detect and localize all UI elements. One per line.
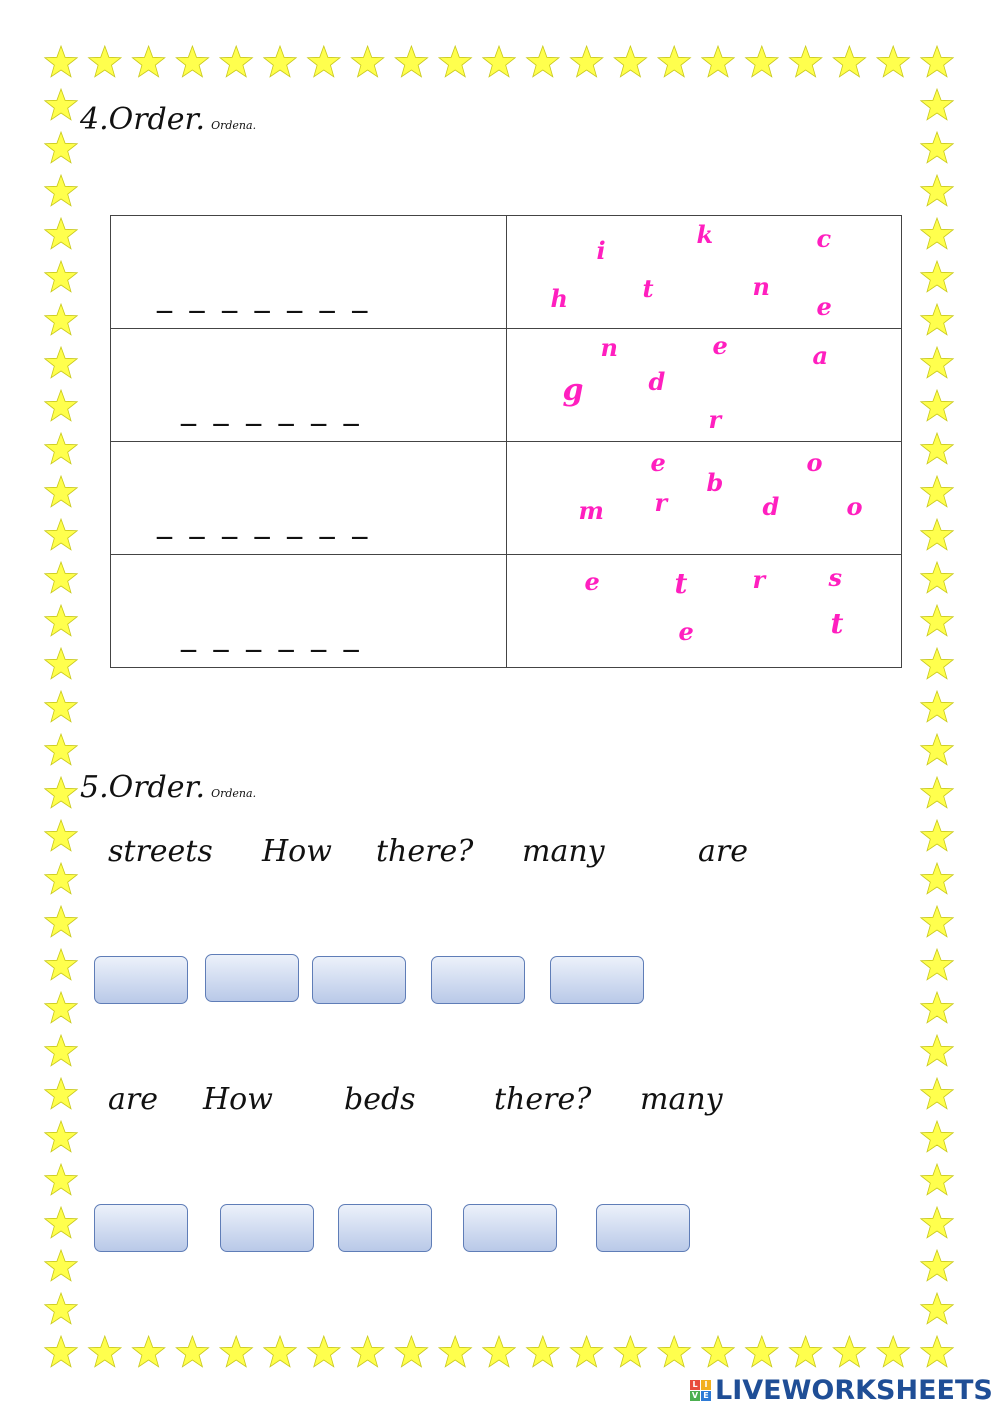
star-icon	[614, 46, 646, 77]
answer-box[interactable]	[550, 956, 644, 1004]
star-icon	[921, 992, 953, 1023]
star-icon	[789, 1336, 821, 1367]
star-icon	[921, 1336, 953, 1367]
scrambled-word[interactable]: there?	[376, 834, 474, 869]
star-icon	[45, 1207, 77, 1238]
section-4-heading	[80, 102, 256, 137]
scrambled-letter: o	[846, 492, 863, 521]
section-5-heading	[80, 770, 256, 805]
star-icon	[921, 261, 953, 292]
star-icon	[921, 949, 953, 980]
answer-box[interactable]	[205, 954, 299, 1002]
star-icon	[570, 46, 602, 77]
scrambled-letter: i	[596, 236, 606, 265]
scrambled-letter: t	[674, 567, 688, 600]
star-icon	[45, 347, 77, 378]
star-icon	[351, 46, 383, 77]
scrambled-letter: r	[654, 488, 668, 517]
star-icon	[439, 46, 471, 77]
star-icon	[702, 1336, 734, 1367]
section-4-title: 4.Order.	[80, 102, 206, 137]
word-scramble-table	[110, 215, 902, 668]
scrambled-word[interactable]: How	[262, 834, 332, 869]
scrambled-word[interactable]: are	[698, 834, 748, 869]
star-icon	[483, 46, 515, 77]
table-row	[111, 216, 902, 329]
table-row	[111, 329, 902, 442]
star-icon	[45, 1078, 77, 1109]
star-icon	[483, 1336, 515, 1367]
star-icon	[833, 1336, 865, 1367]
star-icon	[921, 304, 953, 335]
section-4-subtitle: Ordena.	[211, 119, 257, 132]
star-icon	[877, 46, 909, 77]
scrambled-letter: o	[806, 448, 823, 477]
answer-cell[interactable]	[111, 216, 507, 329]
star-icon	[921, 218, 953, 249]
star-icon	[132, 1336, 164, 1367]
scrambled-letter: a	[812, 341, 829, 370]
star-icon	[921, 1207, 953, 1238]
scrambled-word[interactable]: are	[108, 1082, 158, 1117]
answer-box[interactable]	[220, 1204, 314, 1252]
liveworksheets-logo[interactable]	[690, 1375, 993, 1406]
star-icon	[877, 1336, 909, 1367]
letters-cell	[506, 216, 902, 329]
answer-box[interactable]	[94, 956, 188, 1004]
star-icon	[921, 863, 953, 894]
star-icon	[921, 777, 953, 808]
star-icon	[176, 46, 208, 77]
star-icon	[351, 1336, 383, 1367]
star-icon	[921, 734, 953, 765]
star-icon	[45, 691, 77, 722]
star-icon	[89, 1336, 121, 1367]
star-icon	[921, 89, 953, 120]
scrambled-letter: g	[562, 373, 584, 408]
section-5-title: 5.Order.	[80, 770, 206, 805]
star-icon	[45, 1121, 77, 1152]
star-icon	[45, 1250, 77, 1281]
star-icon	[746, 1336, 778, 1367]
star-icon	[132, 46, 164, 77]
star-icon	[921, 906, 953, 937]
star-icon	[45, 992, 77, 1023]
star-icon	[921, 433, 953, 464]
star-icon	[45, 476, 77, 507]
scrambled-letter: c	[816, 224, 832, 253]
scrambled-word[interactable]: many	[522, 834, 605, 869]
star-icon	[220, 1336, 252, 1367]
star-icon	[921, 691, 953, 722]
answer-blanks: _ _ _ _ _ _	[181, 392, 363, 427]
scrambled-word[interactable]: beds	[344, 1082, 416, 1117]
liveworksheets-logo-icon: L I V E	[690, 1380, 711, 1401]
letters-cell	[506, 329, 902, 442]
star-icon	[921, 562, 953, 593]
star-icon	[921, 1293, 953, 1324]
star-icon	[921, 347, 953, 378]
scrambled-letter: b	[706, 468, 724, 497]
star-icon	[45, 46, 77, 77]
answer-box[interactable]	[463, 1204, 557, 1252]
star-icon	[570, 1336, 602, 1367]
answer-cell[interactable]	[111, 442, 507, 555]
star-icon	[308, 1336, 340, 1367]
answer-box[interactable]	[338, 1204, 432, 1252]
star-icon	[833, 46, 865, 77]
star-icon	[921, 648, 953, 679]
star-icon	[439, 1336, 471, 1367]
star-icon	[45, 390, 77, 421]
star-icon	[89, 46, 121, 77]
scrambled-letter: m	[578, 496, 604, 525]
scrambled-word[interactable]: How	[203, 1082, 273, 1117]
star-icon	[176, 1336, 208, 1367]
scrambled-letter: n	[600, 333, 618, 362]
answer-box[interactable]	[94, 1204, 188, 1252]
scrambled-word[interactable]: many	[640, 1082, 723, 1117]
star-icon	[921, 519, 953, 550]
star-icon	[45, 906, 77, 937]
scrambled-word[interactable]: streets	[108, 834, 213, 869]
scrambled-letter: t	[830, 607, 844, 640]
star-icon	[921, 390, 953, 421]
scrambled-letter: r	[708, 405, 722, 434]
star-icon	[921, 132, 953, 163]
star-icon	[658, 46, 690, 77]
answer-box[interactable]	[312, 956, 406, 1004]
star-icon	[45, 562, 77, 593]
star-icon	[789, 46, 821, 77]
star-icon	[45, 304, 77, 335]
logo-text: LIVEWORKSHEETS	[715, 1375, 993, 1406]
star-icon	[45, 175, 77, 206]
section-5-subtitle: Ordena.	[211, 787, 257, 800]
scrambled-letter: h	[550, 284, 568, 313]
answer-box[interactable]	[431, 956, 525, 1004]
star-icon	[45, 1164, 77, 1195]
star-icon	[921, 1250, 953, 1281]
star-icon	[45, 261, 77, 292]
star-icon	[921, 605, 953, 636]
scrambled-letter: e	[712, 331, 728, 360]
star-icon	[45, 605, 77, 636]
star-icon	[308, 46, 340, 77]
table-row	[111, 442, 902, 555]
star-icon	[395, 46, 427, 77]
star-icon	[746, 46, 778, 77]
table-row	[111, 555, 902, 668]
scrambled-letter: n	[752, 272, 770, 301]
answer-blanks: _ _ _ _ _ _	[181, 618, 363, 653]
scrambled-letter: e	[816, 292, 832, 321]
letters-cell	[506, 442, 902, 555]
star-icon	[921, 1164, 953, 1195]
answer-cell[interactable]	[111, 555, 507, 668]
star-icon	[921, 175, 953, 206]
star-icon	[45, 132, 77, 163]
scrambled-letter: d	[762, 492, 780, 521]
scrambled-letter: d	[648, 367, 666, 396]
scrambled-letter: t	[642, 274, 654, 303]
scrambled-letter: k	[696, 220, 714, 249]
star-icon	[527, 46, 559, 77]
answer-blanks: _ _ _ _ _ _ _	[157, 505, 372, 540]
star-icon	[45, 820, 77, 851]
star-icon	[45, 648, 77, 679]
star-icon	[45, 863, 77, 894]
star-icon	[527, 1336, 559, 1367]
scrambled-letter: s	[828, 563, 843, 592]
star-icon	[45, 734, 77, 765]
scrambled-letter: e	[650, 448, 666, 477]
answer-blanks: _ _ _ _ _ _ _	[157, 279, 372, 314]
star-icon	[395, 1336, 427, 1367]
scrambled-letter: e	[678, 617, 694, 646]
star-icon	[921, 476, 953, 507]
star-icon	[921, 1078, 953, 1109]
star-icon	[921, 46, 953, 77]
star-icon	[45, 89, 77, 120]
star-icon	[45, 433, 77, 464]
star-icon	[614, 1336, 646, 1367]
star-icon	[45, 1035, 77, 1066]
letters-cell	[506, 555, 902, 668]
star-icon	[921, 820, 953, 851]
scrambled-word[interactable]: there?	[494, 1082, 592, 1117]
star-icon	[45, 777, 77, 808]
star-icon	[921, 1035, 953, 1066]
star-icon	[45, 1336, 77, 1367]
star-icon	[702, 46, 734, 77]
star-icon	[45, 1293, 77, 1324]
star-icon	[220, 46, 252, 77]
star-icon	[264, 1336, 296, 1367]
star-icon	[45, 949, 77, 980]
star-icon	[921, 1121, 953, 1152]
star-icon	[45, 218, 77, 249]
answer-cell[interactable]	[111, 329, 507, 442]
scrambled-letter: r	[752, 565, 766, 594]
answer-box[interactable]	[596, 1204, 690, 1252]
star-icon	[45, 519, 77, 550]
scrambled-letter: e	[584, 567, 600, 596]
star-icon	[658, 1336, 690, 1367]
star-icon	[264, 46, 296, 77]
